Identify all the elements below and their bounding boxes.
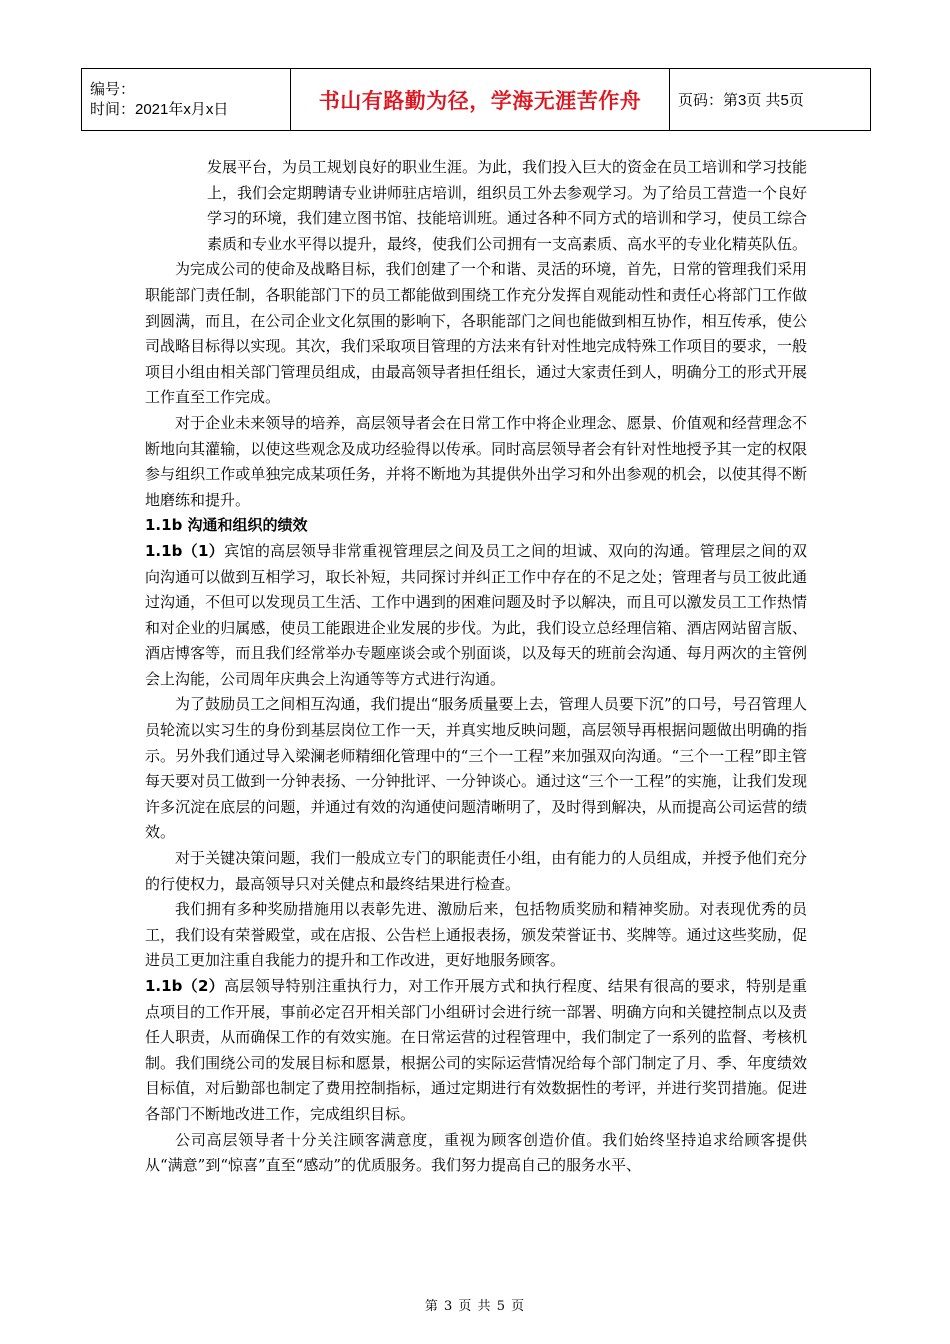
paragraph-5: 对于关键决策问题，我们一般成立专门的职能责任小组，由有能力的人员组成，并授予他们充分的行使权力，最高领导只对关健点和最终结果进行检查。 <box>145 849 807 893</box>
paragraph-3-text: 宾馆的高层领导非常重视管理层之间及员工之间的坦诚、双向的沟通。管理层之间的双向沟通可以做到互相学习，取长补短，共同探讨并纠正工作中存在的不足之处；管理者与员工彼此通过沟通，不但可以发现员工生活、工作中遇到的困难问题及时予以解决，而且可以激发员工工作热情和对企业的归属感，使员工能跟进企业发展的步伐。为此，我们设立总经理信箱、酒店网站留言版、酒店博客等，而且我们经常举办专题座谈会或个别面谈，以及每天的班前会沟通、每月两次的主管例会上沟能，公司周年庆典会上沟通等等方式进行沟通。 <box>145 541 807 688</box>
motto-cell <box>291 69 670 131</box>
paragraph-4: 为了鼓励员工之间相互沟通，我们提出“服务质量要上去，管理人员要下沉”的口号，号召管理人员轮流以实习生的身份到基层岗位工作一天，并真实地反映问题，高层领导再根据问题做出明确的指示。另外我们通过导入梁澜老师精细化管理中的“三个一工程”来加强双向沟通。“三个一工程”即主管每天要对员工做到一分钟表扬、一分钟批评、一分钟谈心。通过这“三个一工程”的实施，让我们发现许多沉淀在底层的问题，并通过有效的沟通使问题清晰明了，及时得到解决，从而提高公司运营的绩效。 <box>145 695 807 842</box>
section-heading: 1.1b 沟通和组织的绩效 <box>145 516 308 535</box>
header-table <box>81 68 871 131</box>
motto: 书山有路勤为径，学海无涯苦作舟 <box>318 88 642 113</box>
page-code: 页码：第3页 共5页 <box>670 69 871 131</box>
paragraph-6: 我们拥有多种奖励措施用以表彰先进、激励后来，包括物质奖励和精神奖励。对表现优秀的员工，我们设有荣誉殿堂，或在店报、公告栏上通报表扬，颁发荣誉证书、奖牌等。通过这些奖励，促进员工更加注重自我能力的提升和工作改进，更好地服务顾客。 <box>145 900 807 970</box>
paragraph-7-text: 高层领导特别注重执行力，对工作开展方式和执行程度、结果有很高的要求，特别是重点项目的工作开展，事前必定召开相关部门小组研讨会进行统一部署、明确方向和关键控制点以及责任人职责，从而确保工作的有效实施。在日常运营的过程管理中，我们制定了一系列的监督、考核机制。我们围绕公司的发展目标和愿景，根据公司的实际运营情况给每个部门制定了月、季、年度绩效目标值，对后勤部也制定了费用控制指标，通过定期进行有效数据性的考评，并进行奖罚措施。促进各部门不断地改进工作，完成组织目标。 <box>145 977 807 1123</box>
paragraph-8: 公司高层领导者十分关注顾客满意度，重视为顾客创造价值。我们始终坚持追求给顾客提供从“满意”到“惊喜”直至“感动”的优质服务。我们努力提高自己的服务水平、 <box>145 1130 807 1175</box>
header-meta-cell <box>82 69 291 131</box>
number-label: 编号： <box>90 80 136 98</box>
document-body <box>145 155 807 1179</box>
page-footer: 第 3 页 共 5 页 <box>424 1299 526 1314</box>
paragraph-3-lead: 1.1b（1） <box>145 541 225 560</box>
paragraph-7 <box>145 974 807 1128</box>
indented-paragraph: 发展平台，为员工规划良好的职业生涯。为此，我们投入巨大的资金在员工培训和学习技能上，我们会定期聘请专业讲师驻店培训，组织员工外去参观学习。为了给员工营造一个良好学习的环境，我们建立图书馆、技能培训班。通过各种不同方式的培训和学习，使员工综合素质和专业水平得以提升，最终，使我们公司拥有一支高素质、高水平的专业化精英队伍。 <box>207 158 808 253</box>
time-label: 时间：2021年x月x日 <box>90 100 229 118</box>
paragraph-3 <box>145 539 807 693</box>
paragraph-2: 对于企业未来领导的培养，高层领导者会在日常工作中将企业理念、愿景、价值观和经营理念不断地向其灌输，以使这些观念及成功经验得以传承。同时高层领导者会有针对性地授予其一定的权限参与组织工作或单独完成某项任务，并将不断地为其提供外出学习和外出参观的机会，以使其得不断地磨练和提升。 <box>145 413 807 509</box>
paragraph-7-lead: 1.1b（2） <box>145 977 225 995</box>
paragraph-1: 为完成公司的使命及战略目标，我们创建了一个和谐、灵活的环境，首先，日常的管理我们采用职能部门责任制，各职能部门下的员工都能做到围绕工作充分发挥自观能动性和责任心将部门工作做到圆满，而且，在公司企业文化氛围的影响下，各职能部门之间也能做到相互协作，相互传承，使公司战略目标得以实现。其次，我们采取项目管理的方法来有针对性地完成特殊工作项目的要求，一般项目小组由相关部门管理员组成，由最高领导者担任组长，通过大家责任到人，明确分工的形式开展工作直至工作完成。 <box>145 260 807 407</box>
